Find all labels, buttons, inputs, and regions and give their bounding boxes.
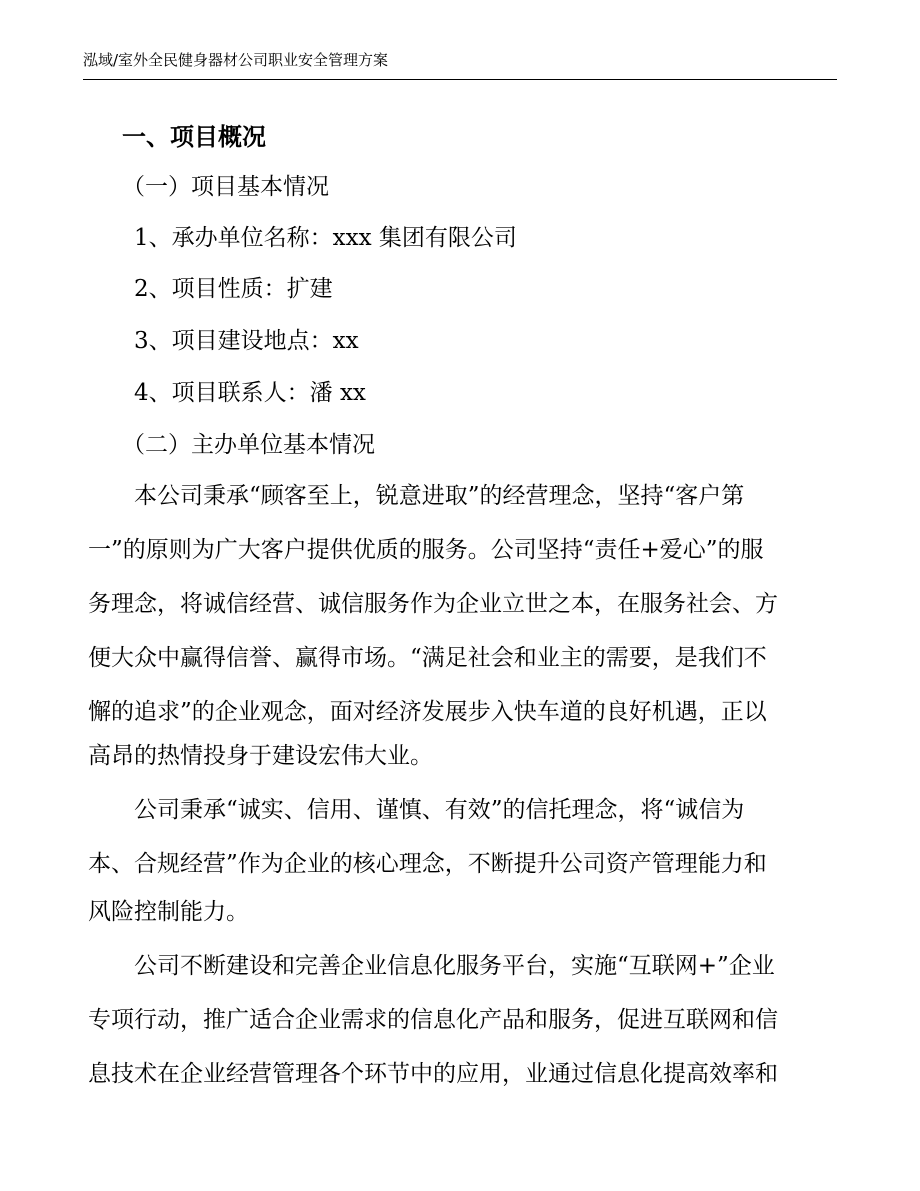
paragraph-line: 公司秉承“诚实、信用、谨慎、有效”的信托理念，将“诚信为: [134, 797, 745, 823]
subsection-heading-2: （二）主办单位基本情况: [122, 432, 375, 458]
paragraph-line: 务理念，将诚信经营、诚信服务作为企业立世之本，在服务社会、方: [88, 591, 778, 617]
paragraph-line: 本公司秉承“顾客至上，锐意进取”的经营理念，坚持“客户第: [134, 483, 745, 509]
paragraph-line: 高昂的热情投身于建设宏伟大业。: [88, 743, 433, 769]
header-rule: [83, 79, 837, 80]
paragraph-line: 专项行动，推广适合企业需求的信息化产品和服务，促进互联网和信: [88, 1007, 778, 1033]
info-item-3: 3、项目建设地点：xx: [134, 328, 359, 354]
info-item-1: 1、承办单位名称：xxx 集团有限公司: [134, 225, 517, 251]
paragraph-line: 本、合规经营”作为企业的核心理念，不断提升公司资产管理能力和: [88, 851, 767, 877]
paragraph-line: 息技术在企业经营管理各个环节中的应用，业通过信息化提高效率和: [88, 1061, 778, 1087]
paragraph-line: 风险控制能力。: [88, 899, 249, 925]
paragraph-line: 一”的原则为广大客户提供优质的服务。公司坚持“责任+爱心”的服: [88, 537, 764, 563]
section-heading: 一、项目概况: [122, 123, 266, 151]
info-item-4: 4、项目联系人：潘 xx: [134, 380, 366, 406]
subsection-heading-1: （一）项目基本情况: [122, 174, 329, 200]
paragraph-line: 公司不断建设和完善企业信息化服务平台，实施“互联网+”企业: [134, 953, 775, 979]
paragraph-line: 便大众中赢得信誉、赢得市场。“满足社会和业主的需要，是我们不: [88, 645, 767, 671]
info-item-2: 2、项目性质：扩建: [134, 276, 333, 302]
running-header: 泓域/室外全民健身器材公司职业安全管理方案: [83, 51, 389, 69]
paragraph-line: 懈的追求”的企业观念，面对经济发展步入快车道的良好机遇，正以: [88, 699, 767, 725]
